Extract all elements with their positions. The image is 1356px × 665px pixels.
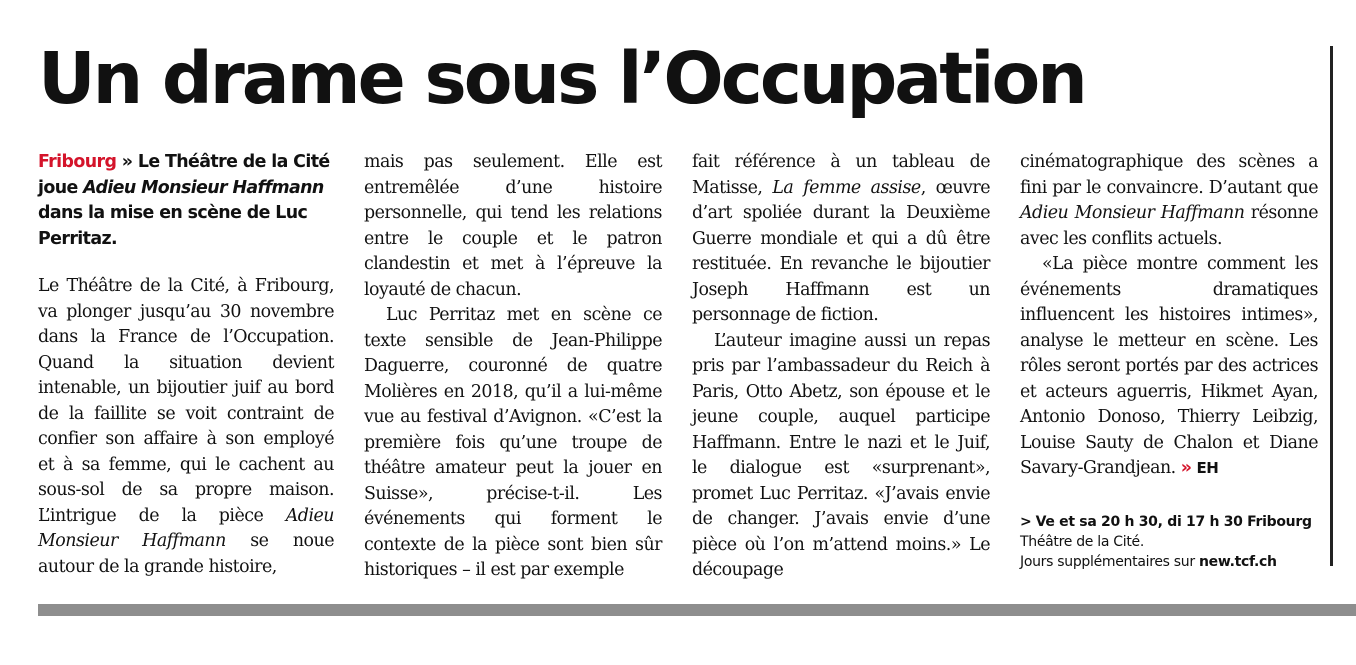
event-venue: Théâtre de la Cité. <box>1020 534 1145 550</box>
painting-title: La femme assise <box>772 177 921 198</box>
body-text: , œuvre d’art spoliée durant la Deuxième Guerre mondiale et qui a dû être restituée. En revanche le bijoutier Joseph Haffmann est un personnage de fiction. <box>692 177 990 325</box>
body-paragraph-4 <box>1020 252 1318 482</box>
article-column-4 <box>1020 150 1318 482</box>
body-paragraph-2-end: fait référence à un tableau de Matisse, La femme assise, œuvre d’art spoliée durant la Deuxième Guerre mondiale et qui a dû être restituée. En revanche le bijoutier Joseph Haffmann est un personnage de fiction. <box>692 152 990 325</box>
play-title: Adieu Monsieur Haffmann <box>1020 203 1245 223</box>
event-schedule: Ve et sa 20 h 30, di 17 h 30 Fribourg <box>1035 514 1312 530</box>
article-column-3 <box>692 150 990 584</box>
body-text: «La pièce montre comment les événements dramatiques influencent les histoires intimes», analyse le metteur en scène. Les rôles seront portés par des actrices et acteurs aguerris, Hikmet Ayan, Antonio Donoso, Thierry Leibzig, Louise Sauty de Chalon et Diane Savary-Grandjean. <box>1020 254 1318 478</box>
extra-dates-text: Jours supplémentaires sur <box>1020 554 1199 570</box>
kicker-location: Fribourg <box>38 152 117 172</box>
article-column-1 <box>38 150 334 580</box>
body-paragraph-3-start: L’auteur imagine aussi un repas pris par l’ambassadeur du Reich à Paris, Otto Abetz, son épouse et le jeune couple, auquel participe Haffmann. Entre le nazi et le Juif, le dialogue est «surprenant», promet Luc Perritaz. «J’avais envie de changer. J’avais envie d’une pièce où l’on m’attend moins.» Le découpage <box>692 330 990 580</box>
lead-text-2: dans la mise en scène de Luc Perritaz. <box>38 203 308 249</box>
body-paragraph-1-end: mais pas seulement. Elle est entremêlée d’une histoire personnelle, qui tend les relations entre le couple et le patron clandestin et met à l’épreuve la loyauté de chacun. <box>364 152 662 300</box>
column-rule-right <box>1330 46 1333 566</box>
end-arrow-icon: » <box>1180 458 1192 478</box>
body-paragraph-1-start <box>38 274 334 580</box>
body-paragraph-2-start: Luc Perritaz met en scène ce texte sensible de Jean-Philippe Daguerre, couronné de quatre Molières en 2018, qu’il a lui-même vue au festival d’Avignon. «C’est la première fois qu’une troupe de théâtre amateur peut la jouer en Suisse», précise-t-il. Les événements qui forment le contexte de la pièce sont bien sûr historiques – il est par exemple <box>364 305 662 580</box>
body-text-overflow: se noue autour de la grande histoire, <box>38 531 334 577</box>
play-title: Adieu Monsieur Haffmann <box>38 505 334 551</box>
lead-play-title: Adieu Monsieur Haffmann <box>83 177 324 198</box>
article-lead <box>38 150 334 252</box>
website-link[interactable]: new.tcf.ch <box>1198 554 1277 570</box>
article-headline: Un drame sous l’Occupation <box>38 37 1085 120</box>
chevron-right-icon: > <box>1020 514 1032 530</box>
lead-text-1: Le Théâtre de la Cité joue <box>38 152 330 198</box>
author-signature: EH <box>1196 459 1219 477</box>
article-column-2 <box>364 150 662 584</box>
body-paragraph-3-end: cinématographique des scènes a fini par le convaincre. D’autant que Adieu Monsieur Haffmann résonne avec les conflits actuels. <box>1020 152 1318 249</box>
body-text: Le Théâtre de la Cité, à Fribourg, va plonger jusqu’au 30 novembre dans la France de l’Occupation. Quand la situation devient intenable, un bijoutier juif au bord de la faillite se voit contraint de confier son affaire à son employé et à sa femme, qui le cachent au sous-sol de sa propre maison. L’intrigue de la pièce <box>38 276 334 526</box>
event-info-box <box>1020 512 1320 572</box>
body-text: résonne avec les conflits actuels. <box>1020 203 1318 249</box>
bottom-rule <box>38 604 1356 616</box>
kicker-arrow: » <box>121 152 133 172</box>
